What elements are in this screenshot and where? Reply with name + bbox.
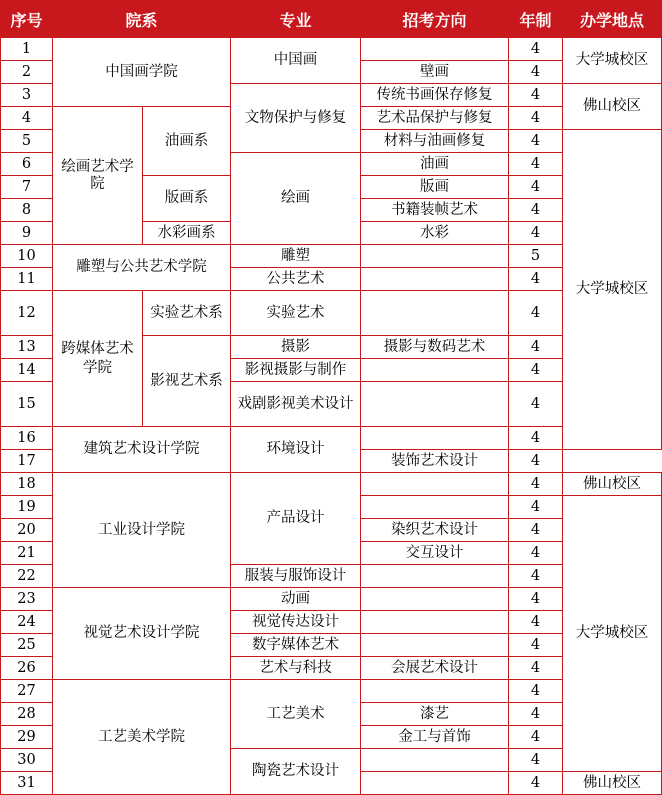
header-college: 院系 [53, 1, 231, 38]
years-cell: 4 [509, 749, 563, 772]
direction-cell [361, 565, 509, 588]
years-cell: 4 [509, 450, 563, 473]
direction-cell [361, 611, 509, 634]
campus-cell: 大学城校区 [563, 38, 662, 84]
seq-cell: 9 [1, 222, 53, 245]
direction-cell [361, 38, 509, 61]
years-cell: 5 [509, 245, 563, 268]
years-cell: 4 [509, 565, 563, 588]
seq-cell: 13 [1, 336, 53, 359]
major-cell: 艺术与科技 [231, 657, 361, 680]
years-cell: 4 [509, 153, 563, 176]
direction-cell [361, 749, 509, 772]
campus-cell: 佛山校区 [563, 84, 662, 130]
seq-cell: 11 [1, 268, 53, 291]
seq-cell: 8 [1, 199, 53, 222]
seq-cell: 5 [1, 130, 53, 153]
table-row [1, 427, 662, 450]
direction-cell: 传统书画保存修复 [361, 84, 509, 107]
college-cell: 中国画学院 [53, 38, 231, 107]
years-cell: 4 [509, 496, 563, 519]
years-cell: 4 [509, 291, 563, 336]
direction-cell: 油画 [361, 153, 509, 176]
seq-cell: 15 [1, 382, 53, 427]
header-major: 专业 [231, 1, 361, 38]
seq-cell: 16 [1, 427, 53, 450]
seq-cell: 1 [1, 38, 53, 61]
direction-cell: 交互设计 [361, 542, 509, 565]
table-row [1, 291, 662, 336]
major-cell: 工艺美术 [231, 680, 361, 749]
major-cell: 动画 [231, 588, 361, 611]
seq-cell: 26 [1, 657, 53, 680]
seq-cell: 19 [1, 496, 53, 519]
years-cell: 4 [509, 268, 563, 291]
major-cell: 绘画 [231, 153, 361, 245]
seq-cell: 7 [1, 176, 53, 199]
direction-cell [361, 245, 509, 268]
campus-cell: 大学城校区 [563, 496, 662, 772]
years-cell: 4 [509, 61, 563, 84]
years-cell: 4 [509, 657, 563, 680]
years-cell: 4 [509, 772, 563, 795]
seq-cell: 20 [1, 519, 53, 542]
major-cell: 环境设计 [231, 427, 361, 473]
years-cell: 4 [509, 336, 563, 359]
table-row [1, 680, 662, 703]
department-cell: 实验艺术系 [143, 291, 231, 336]
direction-cell [361, 427, 509, 450]
years-cell: 4 [509, 84, 563, 107]
direction-cell: 版画 [361, 176, 509, 199]
seq-cell: 21 [1, 542, 53, 565]
college-cell: 绘画艺术学院 [53, 107, 143, 245]
direction-cell [361, 588, 509, 611]
major-cell: 产品设计 [231, 473, 361, 565]
years-cell: 4 [509, 611, 563, 634]
campus-cell: 佛山校区 [563, 772, 662, 795]
years-cell: 4 [509, 519, 563, 542]
major-cell: 摄影 [231, 336, 361, 359]
major-cell: 影视摄影与制作 [231, 359, 361, 382]
years-cell: 4 [509, 427, 563, 450]
college-cell: 工业设计学院 [53, 473, 231, 588]
years-cell: 4 [509, 634, 563, 657]
major-cell: 中国画 [231, 38, 361, 84]
direction-cell: 书籍装帧艺术 [361, 199, 509, 222]
years-cell: 4 [509, 542, 563, 565]
table-row [1, 245, 662, 268]
direction-cell: 壁画 [361, 61, 509, 84]
department-cell: 版画系 [143, 176, 231, 222]
years-cell: 4 [509, 703, 563, 726]
years-cell: 4 [509, 726, 563, 749]
major-cell: 戏剧影视美术设计 [231, 382, 361, 427]
direction-cell [361, 359, 509, 382]
seq-cell: 10 [1, 245, 53, 268]
years-cell: 4 [509, 38, 563, 61]
header-seq: 序号 [1, 1, 53, 38]
major-cell: 数字媒体艺术 [231, 634, 361, 657]
major-cell: 陶瓷艺术设计 [231, 749, 361, 795]
seq-cell: 31 [1, 772, 53, 795]
seq-cell: 12 [1, 291, 53, 336]
college-cell: 雕塑与公共艺术学院 [53, 245, 231, 291]
direction-cell [361, 268, 509, 291]
campus-cell: 佛山校区 [563, 473, 662, 496]
direction-cell: 漆艺 [361, 703, 509, 726]
years-cell: 4 [509, 588, 563, 611]
major-cell: 雕塑 [231, 245, 361, 268]
direction-cell [361, 473, 509, 496]
seq-cell: 22 [1, 565, 53, 588]
table-row [1, 588, 662, 611]
college-cell: 工艺美术学院 [53, 680, 231, 795]
college-cell: 建筑艺术设计学院 [53, 427, 231, 473]
table-row [1, 38, 662, 61]
header-years: 年制 [509, 1, 563, 38]
direction-cell: 会展艺术设计 [361, 657, 509, 680]
direction-cell: 装饰艺术设计 [361, 450, 509, 473]
years-cell: 4 [509, 473, 563, 496]
direction-cell: 染织艺术设计 [361, 519, 509, 542]
years-cell: 4 [509, 382, 563, 427]
department-cell: 水彩画系 [143, 222, 231, 245]
direction-cell [361, 634, 509, 657]
direction-cell: 水彩 [361, 222, 509, 245]
direction-cell [361, 496, 509, 519]
years-cell: 4 [509, 176, 563, 199]
campus-cell: 大学城校区 [563, 130, 662, 450]
direction-cell [361, 291, 509, 336]
table-row [1, 473, 662, 496]
seq-cell: 17 [1, 450, 53, 473]
header-campus: 办学地点 [563, 1, 662, 38]
seq-cell: 28 [1, 703, 53, 726]
table-header-row [1, 1, 662, 38]
seq-cell: 25 [1, 634, 53, 657]
direction-cell [361, 680, 509, 703]
college-cell: 视觉艺术设计学院 [53, 588, 231, 680]
direction-cell: 金工与首饰 [361, 726, 509, 749]
seq-cell: 24 [1, 611, 53, 634]
department-cell: 油画系 [143, 107, 231, 176]
years-cell: 4 [509, 222, 563, 245]
major-cell: 服装与服饰设计 [231, 565, 361, 588]
seq-cell: 6 [1, 153, 53, 176]
years-cell: 4 [509, 199, 563, 222]
direction-cell: 摄影与数码艺术 [361, 336, 509, 359]
seq-cell: 2 [1, 61, 53, 84]
major-cell: 视觉传达设计 [231, 611, 361, 634]
seq-cell: 27 [1, 680, 53, 703]
direction-cell: 艺术品保护与修复 [361, 107, 509, 130]
header-direction: 招考方向 [361, 1, 509, 38]
major-cell: 实验艺术 [231, 291, 361, 336]
seq-cell: 29 [1, 726, 53, 749]
major-cell: 公共艺术 [231, 268, 361, 291]
years-cell: 4 [509, 680, 563, 703]
seq-cell: 30 [1, 749, 53, 772]
department-cell: 影视艺术系 [143, 336, 231, 427]
seq-cell: 23 [1, 588, 53, 611]
seq-cell: 14 [1, 359, 53, 382]
direction-cell: 材料与油画修复 [361, 130, 509, 153]
seq-cell: 4 [1, 107, 53, 130]
direction-cell [361, 772, 509, 795]
years-cell: 4 [509, 359, 563, 382]
years-cell: 4 [509, 130, 563, 153]
college-cell: 跨媒体艺术学院 [53, 291, 143, 427]
direction-cell [361, 382, 509, 427]
major-cell: 文物保护与修复 [231, 84, 361, 153]
years-cell: 4 [509, 107, 563, 130]
seq-cell: 3 [1, 84, 53, 107]
seq-cell: 18 [1, 473, 53, 496]
